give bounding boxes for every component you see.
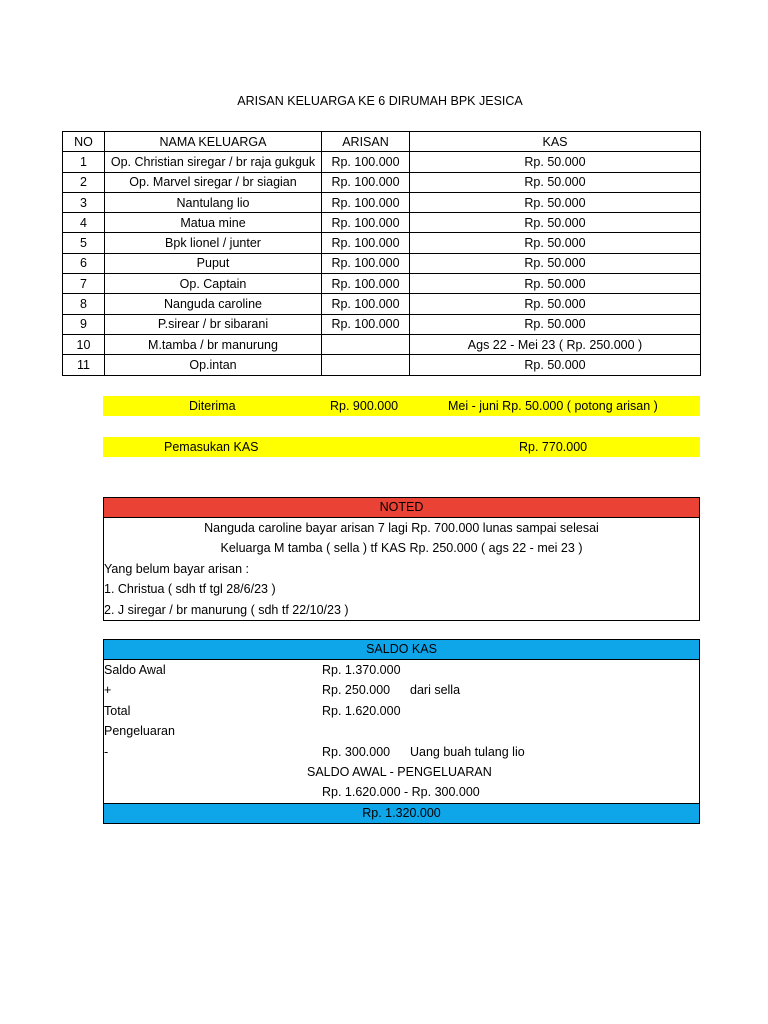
- cell-kas: Rp. 50.000: [410, 172, 701, 192]
- header-nama-keluarga: NAMA KELUARGA: [105, 132, 322, 152]
- plus-row: [104, 680, 699, 700]
- header-kas: KAS: [410, 132, 701, 152]
- noted-box: [103, 497, 700, 621]
- formula-label: SALDO AWAL - PENGELUARAN: [307, 764, 492, 779]
- cell-nama: Bpk lionel / junter: [105, 233, 322, 253]
- total-label: Total: [104, 703, 131, 718]
- cell-no: 6: [63, 253, 105, 273]
- cell-arisan: Rp. 100.000: [322, 172, 410, 192]
- saldo-awal-label: Saldo Awal: [104, 663, 166, 677]
- cell-no: 5: [63, 233, 105, 253]
- table-row: [63, 294, 701, 314]
- noted-header: NOTED: [104, 498, 699, 518]
- cell-nama: Op.intan: [105, 355, 322, 375]
- pemasukan-label: Pemasukan KAS: [164, 440, 259, 454]
- cell-nama: Nanguda caroline: [105, 294, 322, 314]
- cell-nama: Puput: [105, 253, 322, 273]
- noted-line: 2. J siregar / br manurung ( sdh tf 22/10/23 ): [104, 602, 349, 617]
- pemasukan-amount: Rp. 770.000: [519, 440, 588, 454]
- noted-line: Yang belum bayar arisan :: [104, 561, 249, 576]
- table-row: [63, 192, 701, 212]
- cell-arisan: [322, 334, 410, 354]
- cell-kas: Rp. 50.000: [410, 355, 701, 375]
- cell-arisan: Rp. 100.000: [322, 274, 410, 294]
- cell-no: 9: [63, 314, 105, 334]
- cell-nama: M.tamba / br manurung: [105, 334, 322, 354]
- table-row: [63, 233, 701, 253]
- pemasukan-kas-bar: [103, 437, 700, 457]
- table-row: [63, 274, 701, 294]
- minus-row: [104, 742, 699, 762]
- saldo-kas-header: SALDO KAS: [104, 640, 699, 660]
- saldo-awal-row: [104, 660, 699, 680]
- total-value: Rp. 1.620.000: [322, 703, 401, 718]
- cell-kas: Rp. 50.000: [410, 152, 701, 172]
- pengeluaran-label: Pengeluaran: [104, 724, 175, 739]
- noted-line: Keluarga M tamba ( sella ) tf KAS Rp. 250.000 ( ags 22 - mei 23 ): [220, 541, 583, 556]
- table-row: [63, 152, 701, 172]
- table-row: [63, 355, 701, 375]
- plus-label: +: [104, 683, 112, 698]
- cell-no: 2: [63, 172, 105, 192]
- cell-arisan: Rp. 100.000: [322, 192, 410, 212]
- header-arisan: ARISAN: [322, 132, 410, 152]
- saldo-awal-value: Rp. 1.370.000: [322, 663, 401, 677]
- minus-note: Uang buah tulang lio: [410, 744, 525, 759]
- plus-note: dari sella: [410, 683, 461, 698]
- cell-kas: Ags 22 - Mei 23 ( Rp. 250.000 ): [410, 334, 701, 354]
- cell-kas: Rp. 50.000: [410, 192, 701, 212]
- diterima-bar: [103, 396, 700, 416]
- cell-kas: Rp. 50.000: [410, 314, 701, 334]
- page-title: ARISAN KELUARGA KE 6 DIRUMAH BPK JESICA: [237, 94, 523, 108]
- formula-value-row: [104, 782, 699, 802]
- table-row: [63, 213, 701, 233]
- diterima-amount: Rp. 900.000: [330, 399, 399, 413]
- cell-kas: Rp. 50.000: [410, 213, 701, 233]
- diterima-note: Mei - juni Rp. 50.000 ( potong arisan ): [448, 399, 658, 413]
- cell-arisan: Rp. 100.000: [322, 253, 410, 273]
- cell-arisan: Rp. 100.000: [322, 213, 410, 233]
- saldo-result: Rp. 1.320.000: [104, 803, 699, 823]
- formula-label-row: [104, 762, 699, 782]
- header-no: NO: [63, 132, 105, 152]
- cell-no: 1: [63, 152, 105, 172]
- cell-nama: Op. Christian siregar / br raja gukguk: [105, 152, 322, 172]
- minus-label: -: [104, 744, 109, 759]
- plus-value: Rp. 250.000: [322, 683, 391, 698]
- cell-arisan: Rp. 100.000: [322, 294, 410, 314]
- cell-nama: Op. Marvel siregar / br siagian: [105, 172, 322, 192]
- table-row: [63, 253, 701, 273]
- table-row: [63, 334, 701, 354]
- cell-nama: Op. Captain: [105, 274, 322, 294]
- saldo-kas-box: [103, 639, 700, 824]
- pengeluaran-row: [104, 721, 699, 741]
- cell-no: 10: [63, 334, 105, 354]
- table-row: [63, 314, 701, 334]
- cell-no: 4: [63, 213, 105, 233]
- table-row: [63, 172, 701, 192]
- cell-kas: Rp. 50.000: [410, 294, 701, 314]
- cell-no: 8: [63, 294, 105, 314]
- total-row: [104, 701, 699, 721]
- cell-arisan: Rp. 100.000: [322, 233, 410, 253]
- cell-no: 3: [63, 192, 105, 212]
- cell-arisan: [322, 355, 410, 375]
- cell-nama: Matua mine: [105, 213, 322, 233]
- cell-nama: P.sirear / br sibarani: [105, 314, 322, 334]
- cell-arisan: Rp. 100.000: [322, 314, 410, 334]
- cell-nama: Nantulang lio: [105, 192, 322, 212]
- table-header-row: [63, 132, 701, 152]
- cell-no: 11: [63, 355, 105, 375]
- formula-value: Rp. 1.620.000 - Rp. 300.000: [322, 785, 480, 800]
- cell-kas: Rp. 50.000: [410, 274, 701, 294]
- noted-line: Nanguda caroline bayar arisan 7 lagi Rp. 700.000 lunas sampai selesai: [204, 521, 599, 535]
- cell-kas: Rp. 50.000: [410, 233, 701, 253]
- diterima-label: Diterima: [189, 399, 236, 413]
- arisan-table: [62, 131, 701, 376]
- cell-kas: Rp. 50.000: [410, 253, 701, 273]
- cell-no: 7: [63, 274, 105, 294]
- noted-line: 1. Christua ( sdh tf tgl 28/6/23 ): [104, 582, 276, 597]
- minus-value: Rp. 300.000: [322, 744, 391, 759]
- cell-arisan: Rp. 100.000: [322, 152, 410, 172]
